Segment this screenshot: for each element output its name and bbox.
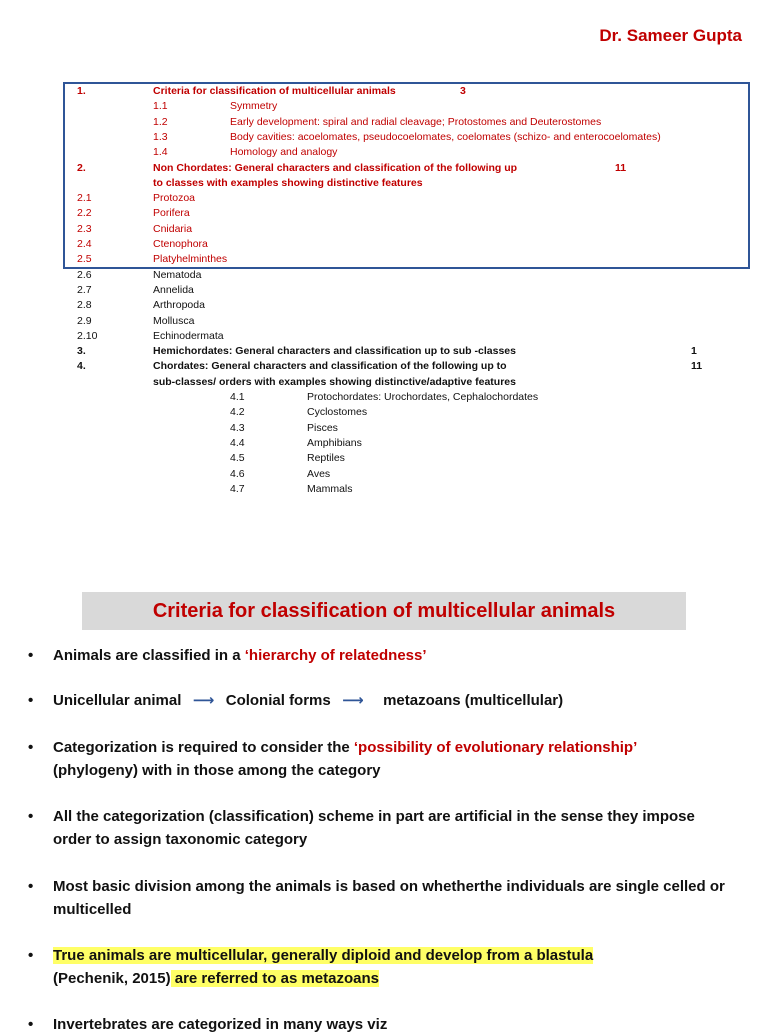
syllabus-row — [0, 252, 768, 267]
syllabus-title: Pisces — [307, 421, 338, 434]
syllabus-number: 4.1 — [230, 391, 245, 403]
syllabus-title: Homology and analogy — [230, 146, 338, 159]
syllabus-row — [0, 482, 768, 497]
bullet-text: All the categorization (classification) scheme in part are artificial in the sense they impose order to assign taxonomic category — [53, 808, 695, 848]
syllabus-number: 4.3 — [230, 421, 245, 434]
syllabus-title: Platyhelminthes — [153, 253, 228, 266]
syllabus-title: Body cavities: acoelomates, pseudocoelomates, coelomates (schizo- and enterocoelomates) — [230, 130, 661, 143]
bullet-text: Unicellular animal — [53, 692, 182, 709]
syllabus-title: Arthropoda — [153, 299, 205, 312]
bullet-text: Categorization is required to consider the — [53, 739, 354, 756]
bullet-emphasis: ‘possibility of evolutionary relationship’ — [353, 739, 638, 756]
syllabus-number: 4.5 — [230, 452, 245, 465]
syllabus-number: 2.2 — [77, 207, 92, 220]
syllabus-title: Mammals — [307, 482, 353, 495]
syllabus-marks: 1 — [691, 345, 697, 358]
syllabus-marks: 11 — [615, 161, 627, 174]
syllabus-row — [0, 421, 768, 436]
syllabus-title: Amphibians — [307, 436, 362, 449]
bullet-text: metazoans (multicellular) — [383, 692, 564, 709]
syllabus-row — [0, 390, 768, 405]
right-arrow-icon: ⟶ — [192, 692, 215, 709]
syllabus-number: 4.7 — [230, 482, 245, 495]
syllabus-number: 1.1 — [153, 100, 168, 113]
right-arrow-icon: ⟶ — [342, 692, 364, 709]
syllabus-number: 2.1 — [77, 192, 92, 205]
syllabus-number: 4.4 — [230, 436, 245, 449]
syllabus-row — [0, 115, 768, 130]
bullet-text: Colonial forms — [225, 692, 331, 709]
syllabus-title: Porifera — [153, 207, 190, 220]
syllabus-row — [0, 359, 768, 374]
syllabus-number: 4.6 — [230, 467, 245, 480]
syllabus-row — [0, 191, 768, 206]
syllabus-row — [0, 344, 768, 359]
author-name: Dr. Sameer Gupta — [599, 26, 742, 45]
syllabus-title: Symmetry — [230, 100, 278, 113]
bullet-text: (Pechenik, 2015) — [53, 970, 171, 987]
syllabus-title: Chordates: General characters and classification of the following up to — [153, 360, 507, 373]
syllabus-title: Echinodermata — [153, 329, 224, 342]
syllabus-row — [0, 130, 768, 145]
syllabus-row — [0, 405, 768, 420]
syllabus-row — [0, 222, 768, 237]
syllabus-row — [0, 206, 768, 221]
syllabus-number: 2.5 — [77, 253, 92, 266]
syllabus-title: Protochordates: Urochordates, Cephalochordates — [307, 391, 539, 403]
bullet-text: Animals are classified in a — [53, 647, 245, 664]
syllabus-row — [0, 268, 768, 283]
syllabus-number: 2. — [77, 161, 86, 174]
syllabus-row — [0, 237, 768, 252]
syllabus-number: 2.7 — [77, 283, 92, 296]
syllabus-title: Criteria for classification of multicellular animals — [153, 85, 396, 97]
bullet-emphasis: ‘hierarchy of relatedness’ — [244, 647, 427, 664]
syllabus-title: Cyclostomes — [307, 406, 368, 419]
syllabus-row — [0, 298, 768, 313]
syllabus-row — [0, 314, 768, 329]
slide-title: Criteria for classification of multicellular animals — [152, 600, 616, 622]
syllabus-number: 1.4 — [153, 146, 168, 159]
syllabus-number: 2.10 — [77, 329, 98, 342]
syllabus-row — [0, 161, 768, 176]
syllabus-number: 1.2 — [153, 115, 168, 128]
syllabus-number: 3. — [77, 345, 86, 358]
syllabus-row — [0, 375, 768, 390]
syllabus-row — [0, 176, 768, 191]
bullet-text: (phylogeny) with in those among the category — [53, 762, 381, 779]
syllabus-title: Protozoa — [153, 192, 196, 205]
syllabus-row — [0, 84, 768, 99]
syllabus-number: 2.4 — [77, 238, 92, 250]
syllabus-row — [0, 467, 768, 482]
bullet-highlight: are referred to as metazoans — [170, 970, 379, 987]
syllabus-number: 4.2 — [230, 406, 245, 419]
syllabus-title: Hemichordates: General characters and classification up to sub -classes — [153, 345, 516, 358]
syllabus-title: Ctenophora — [153, 238, 208, 250]
syllabus-row — [0, 283, 768, 298]
syllabus-title: Early development: spiral and radial cleavage; Protostomes and Deuterostomes — [230, 115, 602, 128]
syllabus-row — [0, 145, 768, 160]
syllabus-marks: 3 — [460, 85, 466, 97]
syllabus-row — [0, 451, 768, 466]
syllabus-title: Cnidaria — [153, 222, 193, 235]
bullet-highlight: True animals are multicellular, generally diploid and develop from a blastula — [53, 947, 594, 964]
syllabus-title: Mollusca — [153, 314, 195, 327]
syllabus-number: 1. — [77, 85, 86, 97]
bullet-text: Invertebrates are categorized in many ways viz — [53, 1016, 388, 1033]
syllabus-number: 2.9 — [77, 314, 92, 327]
syllabus-title: Nematoda — [153, 268, 202, 281]
syllabus-row — [0, 329, 768, 344]
syllabus-number: 2.6 — [77, 268, 92, 281]
syllabus-title: Non Chordates: General characters and classification of the following up — [153, 161, 518, 174]
syllabus-title: Annelida — [153, 283, 194, 296]
syllabus-row — [0, 99, 768, 114]
syllabus-marks: 11 — [691, 360, 703, 373]
syllabus-number: 4. — [77, 360, 86, 373]
slide-title-bar — [82, 592, 686, 630]
syllabus-number: 2.3 — [77, 222, 92, 235]
syllabus-title: to classes with examples showing distinctive features — [153, 176, 423, 189]
syllabus-number: 1.3 — [153, 130, 168, 143]
syllabus-number: 2.8 — [77, 299, 92, 312]
syllabus-row — [0, 436, 768, 451]
syllabus-title: Aves — [307, 467, 331, 480]
bullet-text: Most basic division among the animals is based on whetherthe individuals are single celled or multicelled — [53, 878, 725, 918]
syllabus-title: Reptiles — [307, 452, 345, 465]
syllabus-title: sub-classes/ orders with examples showing distinctive/adaptive features — [153, 375, 516, 388]
